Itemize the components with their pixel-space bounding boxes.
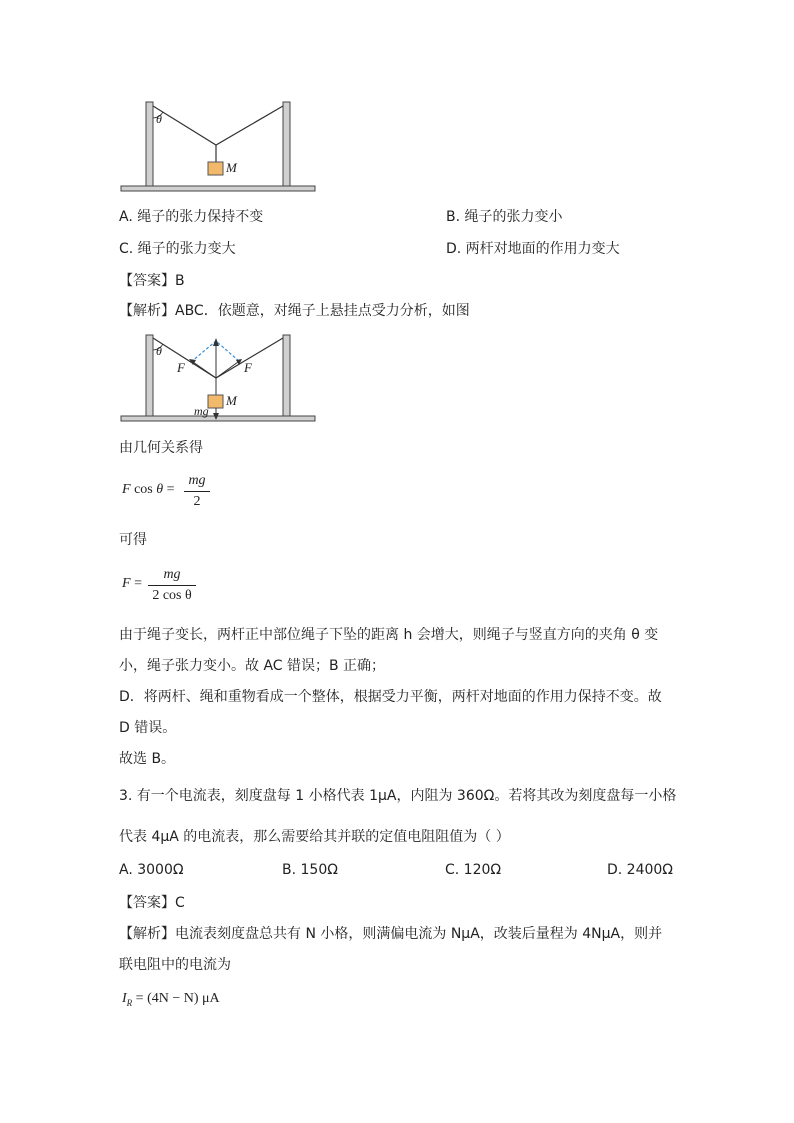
fig1-mass-label: M bbox=[226, 160, 237, 175]
answer-q3: 【答案】C bbox=[119, 895, 185, 911]
option-b: B. 绳子的张力变小 bbox=[446, 209, 563, 225]
eq3: $I_R = (4N - N)$ μA bbox=[122, 991, 220, 1008]
q3-option-c: C. 120Ω bbox=[445, 862, 502, 878]
eq1-fraction: mg 2 bbox=[184, 473, 210, 510]
can-get-text: 可得 bbox=[119, 532, 147, 548]
analysis-line-1: 由于绳子变长，两杆正中部位绳子下坠的距离 h 会增大，则绳子与竖直方向的夹角 θ 变 bbox=[119, 627, 659, 643]
fig2-weight-label: mg bbox=[194, 404, 209, 418]
analysis-q3-line-2: 联电阻中的电流为 bbox=[119, 957, 231, 973]
analysis-line-3: D．将两杆、绳和重物看成一个整体，根据受力平衡，两杆对地面的作用力保持不变。故 bbox=[119, 689, 662, 705]
q3-option-a: A. 3000Ω bbox=[119, 862, 184, 878]
q3-option-d: D. 2400Ω bbox=[607, 862, 674, 878]
fig2-f-right-label: F bbox=[244, 360, 252, 375]
q3-option-b: B. 150Ω bbox=[282, 862, 338, 878]
option-c: C. 绳子的张力变大 bbox=[119, 241, 236, 257]
eq2-fraction: mg 2 cos θ bbox=[148, 567, 196, 604]
analysis-line-4: D 错误。 bbox=[119, 720, 177, 736]
analysis-q3-line-1: 【解析】电流表刻度盘总共有 N 小格，则满偏电流为 NμA，改装后量程为 4NμA，则并 bbox=[119, 926, 663, 942]
fig2-f-left-label: F bbox=[177, 360, 185, 375]
fig2-mass-label: M bbox=[226, 393, 237, 408]
conclusion-q2: 故选 B。 bbox=[119, 751, 176, 767]
eq2-lhs: F = bbox=[122, 576, 142, 591]
fig1-theta-label: θ bbox=[156, 112, 162, 126]
analysis-q2-intro: 【解析】ABC．依题意，对绳子上悬挂点受力分析，如图 bbox=[119, 303, 470, 319]
analysis-line-2: 小，绳子张力变小。故 AC 错误；B 正确； bbox=[119, 658, 386, 674]
q3-line-1: 3. 有一个电流表，刻度盘每 1 小格代表 1μA，内阻为 360Ω。若将其改为刻度盘每一小格 bbox=[119, 788, 677, 804]
option-a: A. 绳子的张力保持不变 bbox=[119, 209, 264, 225]
answer-q2: 【答案】B bbox=[119, 273, 185, 289]
option-d: D. 两杆对地面的作用力变大 bbox=[446, 241, 620, 257]
q3-line-2: 代表 4μA 的电流表，那么需要给其并联的定值电阻阻值为（ ） bbox=[119, 829, 510, 845]
geometry-text: 由几何关系得 bbox=[119, 440, 203, 456]
eq1-lhs: F cos θ = bbox=[122, 482, 175, 497]
fig2-theta-label: θ bbox=[156, 344, 162, 358]
